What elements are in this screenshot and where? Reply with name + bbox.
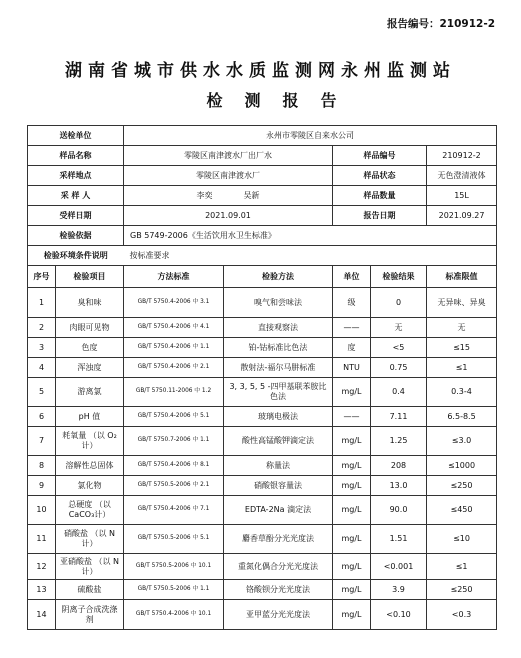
row-method: 称量法 (224, 456, 333, 476)
sample-name-value: 零陵区南津渡水厂出厂水 (124, 146, 333, 166)
row-std: GB/T 5750.4-2006 中 1.1 (124, 338, 224, 358)
row-method: 嗅气和尝味法 (224, 288, 333, 318)
sample-no-label: 样品编号 (333, 146, 427, 166)
row-no: 6 (28, 407, 56, 427)
row-method: 亚甲蓝分光光度法 (224, 600, 333, 630)
col-header-std: 方法标准 (124, 266, 224, 288)
row-no: 3 (28, 338, 56, 358)
row-result: 无 (371, 318, 427, 338)
row-item: 色度 (56, 338, 124, 358)
row-item: 氯化物 (56, 476, 124, 496)
table-row (28, 456, 497, 476)
row-std: GB/T 5750.5-2006 中 2.1 (124, 476, 224, 496)
row-method: 酸性高锰酸钾滴定法 (224, 427, 333, 456)
state-label: 样品状态 (333, 166, 427, 186)
basis-value: GB 5749-2006《生活饮用水卫生标准》 (124, 226, 497, 246)
row-method: 玻璃电极法 (224, 407, 333, 427)
row-no: 7 (28, 427, 56, 456)
row-result: <0.10 (371, 600, 427, 630)
row-std: GB/T 5750.7-2006 中 1.1 (124, 427, 224, 456)
qty-value: 15L (427, 186, 497, 206)
row-no: 9 (28, 476, 56, 496)
table-row (28, 288, 497, 318)
report-date-value: 2021.09.27 (427, 206, 497, 226)
client-value: 永州市零陵区自来水公司 (124, 126, 497, 146)
row-limit: ≤1 (427, 358, 497, 378)
row-item: 硝酸盐 （以 N 计） (56, 525, 124, 554)
row-method: EDTA-2Na 滴定法 (224, 496, 333, 525)
row-unit: 级 (333, 288, 371, 318)
row-std: GB/T 5750.5-2006 中 10.1 (124, 554, 224, 580)
row-unit: mg/L (333, 378, 371, 407)
received-value: 2021.09.01 (124, 206, 333, 226)
row-limit: ≤250 (427, 580, 497, 600)
row-result: <5 (371, 338, 427, 358)
sample-name-label: 样品名称 (28, 146, 124, 166)
row-no: 11 (28, 525, 56, 554)
row-no: 14 (28, 600, 56, 630)
row-limit: 6.5-8.5 (427, 407, 497, 427)
sample-no-value: 210912-2 (427, 146, 497, 166)
row-std: GB/T 5750.4-2006 中 3.1 (124, 288, 224, 318)
table-row (28, 318, 497, 338)
row-std: GB/T 5750.4-2006 中 4.1 (124, 318, 224, 338)
col-header-no: 序号 (28, 266, 56, 288)
row-result: 90.0 (371, 496, 427, 525)
row-std: GB/T 5750.4-2006 中 7.1 (124, 496, 224, 525)
env-label: 检验环境条件说明 (28, 246, 124, 266)
row-unit: 度 (333, 338, 371, 358)
row-method: 硝酸银容量法 (224, 476, 333, 496)
col-header-result: 检验结果 (371, 266, 427, 288)
row-unit: mg/L (333, 456, 371, 476)
sampler-2: 吴新 (243, 190, 260, 200)
col-header-method: 检验方法 (224, 266, 333, 288)
row-no: 10 (28, 496, 56, 525)
report-number: 报告编号：210912-2 (387, 18, 495, 30)
sampler-label: 采 样 人 (28, 186, 124, 206)
row-item: 浑浊度 (56, 358, 124, 378)
row-unit: mg/L (333, 600, 371, 630)
row-result: 0 (371, 288, 427, 318)
row-item: 阴离子合成洗涤剂 (56, 600, 124, 630)
table-row (28, 378, 497, 407)
row-item: pH 值 (56, 407, 124, 427)
table-row (28, 358, 497, 378)
row-result: 3.9 (371, 580, 427, 600)
row-item: 臭和味 (56, 288, 124, 318)
sampler-1: 李奕 (196, 190, 213, 200)
row-limit: 无异味、异臭 (427, 288, 497, 318)
row-limit: ≤3.0 (427, 427, 497, 456)
table-row (28, 600, 497, 630)
row-item: 溶解性总固体 (56, 456, 124, 476)
sampler-value (124, 186, 333, 206)
row-result: 1.25 (371, 427, 427, 456)
row-result: 0.4 (371, 378, 427, 407)
row-method: 直接观察法 (224, 318, 333, 338)
row-unit: mg/L (333, 427, 371, 456)
row-method: 散射法-福尔马肼标准 (224, 358, 333, 378)
report-title: 湖南省城市供水水质监测网永州监测站 (65, 61, 456, 81)
table-row (28, 554, 497, 580)
table-row (28, 496, 497, 525)
row-item: 硫酸盐 (56, 580, 124, 600)
row-unit: —— (333, 318, 371, 338)
row-item: 亚硝酸盐 （以 N 计） (56, 554, 124, 580)
env-value: 按标准要求 (124, 246, 497, 266)
report-subtitle: 检测报告 (206, 91, 359, 110)
row-limit: 无 (427, 318, 497, 338)
site-value: 零陵区南津渡水厂 (124, 166, 333, 186)
row-std: GB/T 5750.5-2006 中 1.1 (124, 580, 224, 600)
row-limit: ≤15 (427, 338, 497, 358)
row-unit: mg/L (333, 476, 371, 496)
row-std: GB/T 5750.11-2006 中 1.2 (124, 378, 224, 407)
row-no: 1 (28, 288, 56, 318)
row-method: 铬酸钡分光光度法 (224, 580, 333, 600)
site-label: 采样地点 (28, 166, 124, 186)
row-std: GB/T 5750.4-2006 中 2.1 (124, 358, 224, 378)
row-item: 肉眼可见物 (56, 318, 124, 338)
row-limit: ≤1000 (427, 456, 497, 476)
row-limit: ≤1 (427, 554, 497, 580)
basis-label: 检验依据 (28, 226, 124, 246)
row-no: 4 (28, 358, 56, 378)
col-header-limit: 标准限值 (427, 266, 497, 288)
table-row (28, 427, 497, 456)
table-row (28, 476, 497, 496)
row-limit: ≤450 (427, 496, 497, 525)
row-result: 208 (371, 456, 427, 476)
row-limit: ≤10 (427, 525, 497, 554)
col-header-item: 检验项目 (56, 266, 124, 288)
row-result: 0.75 (371, 358, 427, 378)
row-no: 8 (28, 456, 56, 476)
row-limit: 0.3-4 (427, 378, 497, 407)
report-date-label: 报告日期 (333, 206, 427, 226)
row-std: GB/T 5750.5-2006 中 5.1 (124, 525, 224, 554)
row-unit: mg/L (333, 525, 371, 554)
row-unit: mg/L (333, 554, 371, 580)
row-item: 游离氯 (56, 378, 124, 407)
row-no: 13 (28, 580, 56, 600)
row-no: 5 (28, 378, 56, 407)
row-limit: <0.3 (427, 600, 497, 630)
row-no: 12 (28, 554, 56, 580)
received-label: 受样日期 (28, 206, 124, 226)
row-std: GB/T 5750.4-2006 中 5.1 (124, 407, 224, 427)
row-unit: mg/L (333, 496, 371, 525)
table-row (28, 525, 497, 554)
row-result: 1.51 (371, 525, 427, 554)
qty-label: 样品数量 (333, 186, 427, 206)
report-table (27, 125, 497, 630)
col-header-unit: 单位 (333, 266, 371, 288)
row-unit: —— (333, 407, 371, 427)
row-std: GB/T 5750.4-2006 中 8.1 (124, 456, 224, 476)
row-unit: mg/L (333, 580, 371, 600)
row-std: GB/T 5750.4-2006 中 10.1 (124, 600, 224, 630)
table-row (28, 407, 497, 427)
row-result: <0.001 (371, 554, 427, 580)
row-item: 总硬度 （以 CaCO₃计） (56, 496, 124, 525)
table-row (28, 338, 497, 358)
table-row (28, 580, 497, 600)
row-result: 7.11 (371, 407, 427, 427)
row-limit: ≤250 (427, 476, 497, 496)
row-method: 麝香草酚分光光度法 (224, 525, 333, 554)
client-label: 送检单位 (28, 126, 124, 146)
state-value: 无色澄清液体 (427, 166, 497, 186)
row-method: 重氮化偶合分光光度法 (224, 554, 333, 580)
row-item: 耗氧量 （以 O₂计） (56, 427, 124, 456)
row-method: 铂-钴标准比色法 (224, 338, 333, 358)
row-unit: NTU (333, 358, 371, 378)
row-result: 13.0 (371, 476, 427, 496)
row-no: 2 (28, 318, 56, 338)
row-method: 3, 3, 5, 5 -四甲基联苯胺比色法 (224, 378, 333, 407)
